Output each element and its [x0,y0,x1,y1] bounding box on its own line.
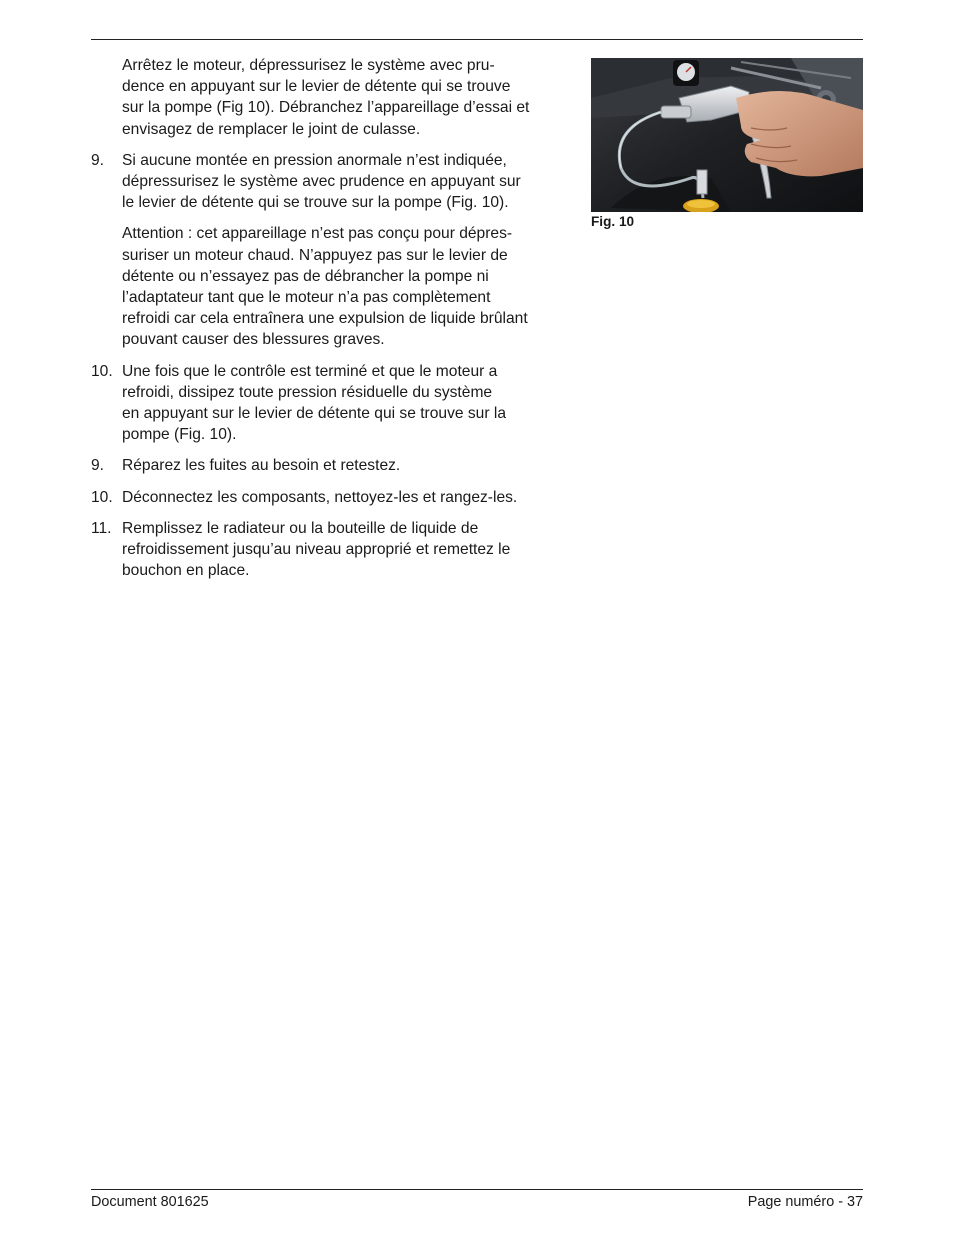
list-item-text: Déconnectez les composants, nettoyez-les et rangez-les. [122,488,518,506]
pump-photo-illustration [591,58,863,212]
list-item [91,150,561,214]
list-item-text: Réparez les fuites au besoin et retestez. [122,457,401,475]
list-item-number: 11. [91,519,112,537]
figure-caption: Fig. 10 [591,214,635,229]
list-item [91,455,561,476]
footer-page-number: Page numéro - 37 [747,1194,863,1210]
footer-rule [91,1189,863,1190]
attention-paragraph: Attention : cet appareillage n’est pas conçu pour dépres- suriser un moteur chaud. N’appuyez pas sur le levier de détente ou n’essayez pas de débrancher la pompe ni l’adaptateur tant que le moteur n’a pas complètement refroidi car cela entraînera une expulsion de liquide brûlant pouvant causer des blessures graves. [122,225,528,349]
list-item [91,518,561,582]
list-item-text: Si aucune montée en pression anormale n’est indiquée, dépressurisez le système avec prudence en appuyant sur le levier de détente qui se trouve sur la pompe (Fig. 10). [122,151,521,212]
list-item-number: 9. [91,151,105,169]
list-item-number: 10. [91,362,113,380]
list-item-text: Une fois que le contrôle est terminé et que le moteur a refroidi, dissipez toute pression résiduelle du système en appuyant sur le levier de détente qui se trouve sur la pompe (Fig. 10). [122,362,507,444]
list-item [91,487,561,508]
list-item [91,361,561,446]
list-item-number: 10. [91,488,113,506]
footer-document-number: Document 801625 [91,1194,209,1210]
intro-paragraph: Arrêtez le moteur, dépressurisez le système avec pru- dence en appuyant sur le levier de détente qui se trouve sur la pompe (Fig 10). Débranchez l’appareillage d’essai et envisagez de remplacer le joint de culasse. [122,57,530,138]
main-text-column [91,55,561,591]
header-rule [91,39,863,40]
list-item-text: Remplissez le radiateur ou la bouteille de liquide de refroidissement jusqu’au niveau approprié et remettez le bouchon en place. [122,519,511,580]
figure-photo-pressure-pump [591,58,863,212]
list-item-number: 9. [91,457,105,475]
